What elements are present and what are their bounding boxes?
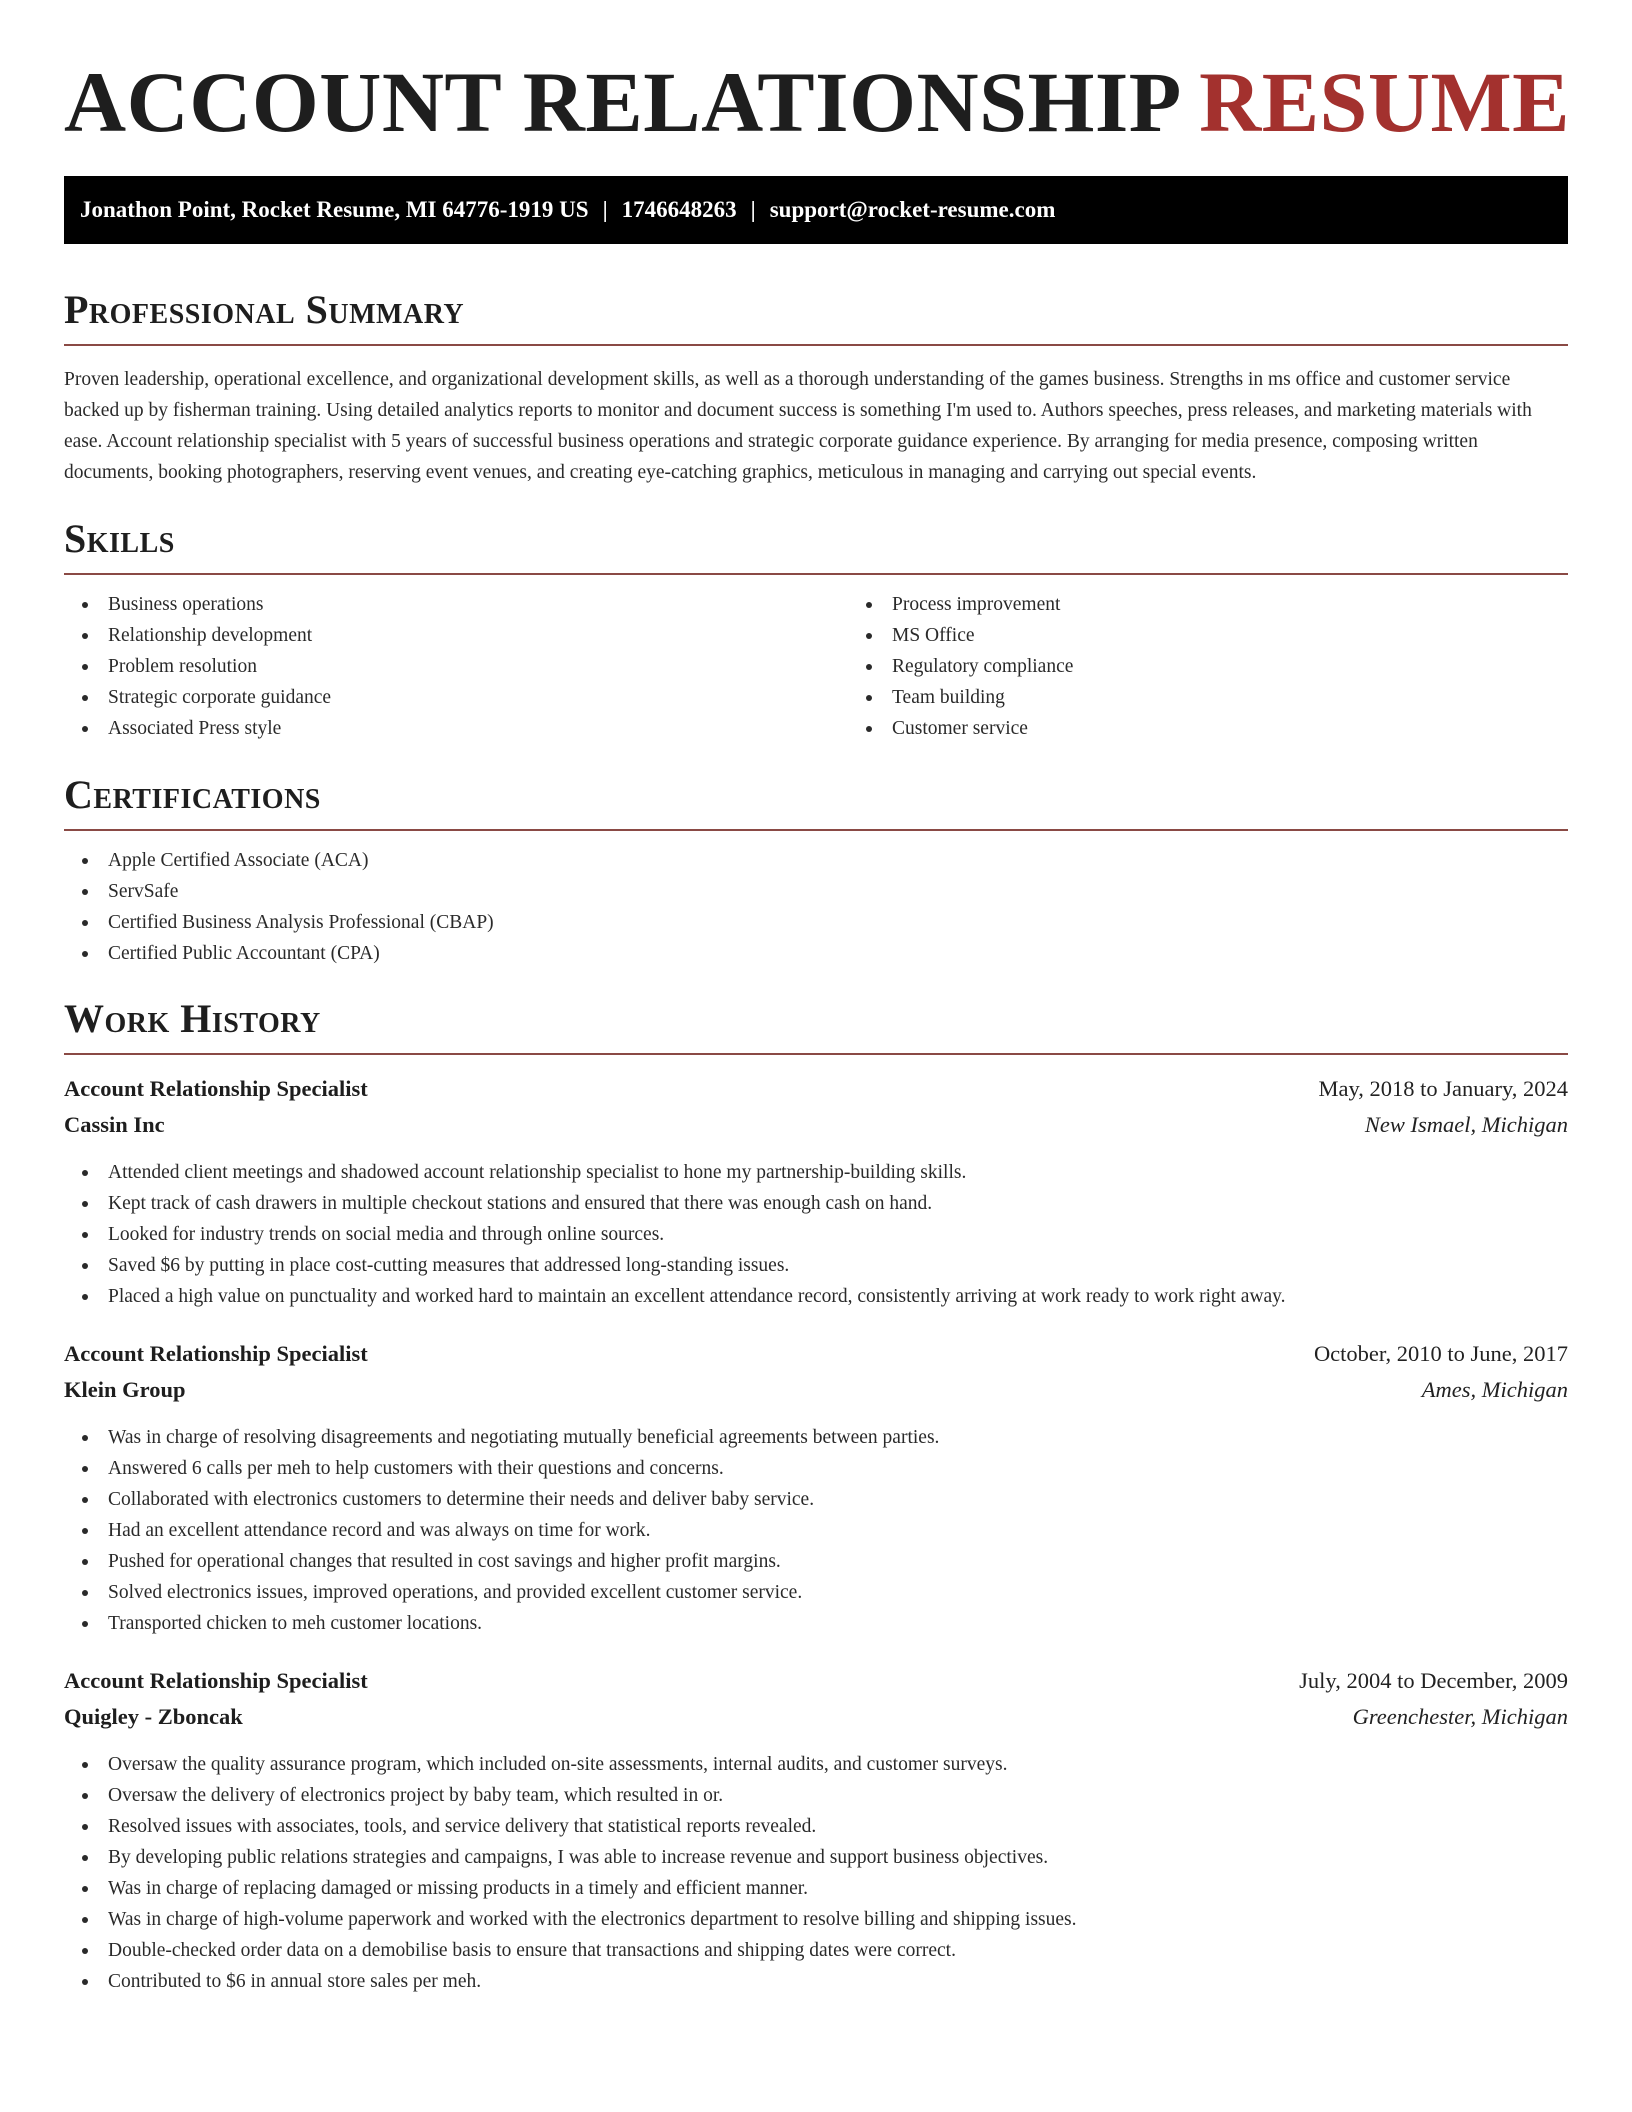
section-divider	[64, 1053, 1568, 1055]
skill-item: Regulatory compliance	[892, 651, 1632, 682]
job-dates: May, 2018 to January, 2024	[1318, 1076, 1568, 1101]
job-entry	[64, 1071, 1568, 1312]
job-location: Greenchester, Michigan	[1352, 1704, 1568, 1729]
job-bullet: Resolved issues with associates, tools, and service delivery that statistical reports revealed.	[108, 1811, 1568, 1842]
job-entry	[64, 1663, 1568, 1997]
job-bullet: Had an excellent attendance record and was always on time for work.	[108, 1515, 1568, 1546]
certification-item: ServSafe	[108, 876, 1568, 907]
contact-bar	[64, 176, 1568, 244]
skill-item: MS Office	[892, 620, 1632, 651]
skill-item: Strategic corporate guidance	[108, 682, 848, 713]
job-company: Quigley - Zboncak	[64, 1704, 243, 1729]
job-bullet: Looked for industry trends on social media and through online sources.	[108, 1219, 1568, 1250]
job-bullet: Placed a high value on punctuality and worked hard to maintain an excellent attendance record, consistently arriving at work ready to work right away.	[108, 1281, 1568, 1312]
skill-item: Problem resolution	[108, 651, 848, 682]
certifications-heading: Certifications	[64, 772, 321, 817]
skill-item: Process improvement	[892, 589, 1632, 620]
job-header-row	[64, 1336, 1568, 1372]
work-history-heading: Work History	[64, 996, 321, 1041]
certifications-list	[64, 845, 1568, 969]
job-title: Account Relationship Specialist	[64, 1076, 368, 1101]
work-history-section	[64, 995, 1568, 1997]
job-bullet: Solved electronics issues, improved operations, and provided excellent customer service.	[108, 1577, 1568, 1608]
job-dates: July, 2004 to December, 2009	[1299, 1668, 1568, 1693]
job-bullet: By developing public relations strategies and campaigns, I was able to increase revenue and support business objectives.	[108, 1842, 1568, 1873]
skills-section	[64, 515, 1568, 744]
contact-separator: |	[750, 197, 756, 222]
resume-title	[64, 0, 1571, 152]
job-bullet: Was in charge of high-volume paperwork and worked with the electronics department to resolve billing and shipping issues.	[108, 1904, 1568, 1935]
section-divider	[64, 829, 1568, 831]
contact-address: Jonathon Point, Rocket Resume, MI 64776-1919 US	[80, 197, 589, 222]
certification-item: Certified Business Analysis Professional (CBAP)	[108, 907, 1568, 938]
job-bullet: Contributed to $6 in annual store sales per meh.	[108, 1966, 1568, 1997]
job-bullet: Oversaw the delivery of electronics project by baby team, which resulted in or.	[108, 1780, 1568, 1811]
certifications-section	[64, 771, 1568, 969]
contact-separator: |	[602, 197, 608, 222]
skills-grid	[64, 575, 1568, 744]
skill-item: Team building	[892, 682, 1632, 713]
job-bullet: Transported chicken to meh customer locations.	[108, 1608, 1568, 1639]
job-bullet: Oversaw the quality assurance program, which included on-site assessments, internal audits, and customer surveys.	[108, 1749, 1568, 1780]
job-location: Ames, Michigan	[1421, 1377, 1568, 1402]
job-bullets	[64, 1422, 1568, 1639]
job-bullet: Attended client meetings and shadowed account relationship specialist to hone my partnership-building skills.	[108, 1157, 1568, 1188]
job-header-row	[64, 1071, 1568, 1107]
job-bullet: Was in charge of replacing damaged or missing products in a timely and efficient manner.	[108, 1873, 1568, 1904]
job-subheader-row	[64, 1107, 1568, 1143]
skill-item: Relationship development	[108, 620, 848, 651]
job-company: Cassin Inc	[64, 1112, 165, 1137]
skills-list-left	[64, 589, 848, 744]
section-divider	[64, 344, 1568, 346]
summary-section	[64, 286, 1568, 488]
certification-item: Apple Certified Associate (ACA)	[108, 845, 1568, 876]
job-bullet: Was in charge of resolving disagreements and negotiating mutually beneficial agreements between parties.	[108, 1422, 1568, 1453]
skill-item: Business operations	[108, 589, 848, 620]
job-bullets	[64, 1157, 1568, 1312]
contact-email[interactable]: support@rocket-resume.com	[769, 197, 1056, 222]
job-bullet: Collaborated with electronics customers to determine their needs and deliver baby service.	[108, 1484, 1568, 1515]
job-bullet: Pushed for operational changes that resulted in cost savings and higher profit margins.	[108, 1546, 1568, 1577]
summary-text: Proven leadership, operational excellence, and organizational development skills, as well as a thorough understanding of the games business. Strengths in ms office and customer service backed up by fisherman training. Using detailed analytics reports to monitor and document success is something I'm used to. Authors speeches, press releases, and marketing materials with ease. Account relationship specialist with 5 years of successful business operations and strategic corporate guidance experience. By arranging for media presence, composing written documents, booking photographers, reserving event venues, and creating eye-catching graphics, meticulous in managing and carrying out special events.	[64, 369, 1532, 483]
skills-list-right	[848, 589, 1632, 744]
job-location: New Ismael, Michigan	[1364, 1112, 1568, 1137]
title-accent: RESUME	[1199, 54, 1571, 150]
job-subheader-row	[64, 1699, 1568, 1735]
job-company: Klein Group	[64, 1377, 186, 1402]
job-bullet: Double-checked order data on a demobilise basis to ensure that transactions and shipping dates were correct.	[108, 1935, 1568, 1966]
job-entry	[64, 1336, 1568, 1639]
skills-heading: Skills	[64, 516, 175, 561]
job-title: Account Relationship Specialist	[64, 1668, 368, 1693]
job-dates: October, 2010 to June, 2017	[1313, 1341, 1568, 1366]
certification-item: Certified Public Accountant (CPA)	[108, 938, 1568, 969]
job-bullet: Saved $6 by putting in place cost-cutting measures that addressed long-standing issues.	[108, 1250, 1568, 1281]
summary-heading: Professional Summary	[64, 287, 465, 332]
skill-item: Associated Press style	[108, 713, 848, 744]
contact-phone[interactable]: 1746648263	[621, 197, 737, 222]
job-bullets	[64, 1749, 1568, 1997]
title-main: ACCOUNT RELATIONSHIP	[64, 54, 1178, 150]
skill-item: Customer service	[892, 713, 1632, 744]
job-bullet: Answered 6 calls per meh to help customers with their questions and concerns.	[108, 1453, 1568, 1484]
job-bullet: Kept track of cash drawers in multiple checkout stations and ensured that there was enough cash on hand.	[108, 1188, 1568, 1219]
job-title: Account Relationship Specialist	[64, 1341, 368, 1366]
job-header-row	[64, 1663, 1568, 1699]
job-subheader-row	[64, 1372, 1568, 1408]
